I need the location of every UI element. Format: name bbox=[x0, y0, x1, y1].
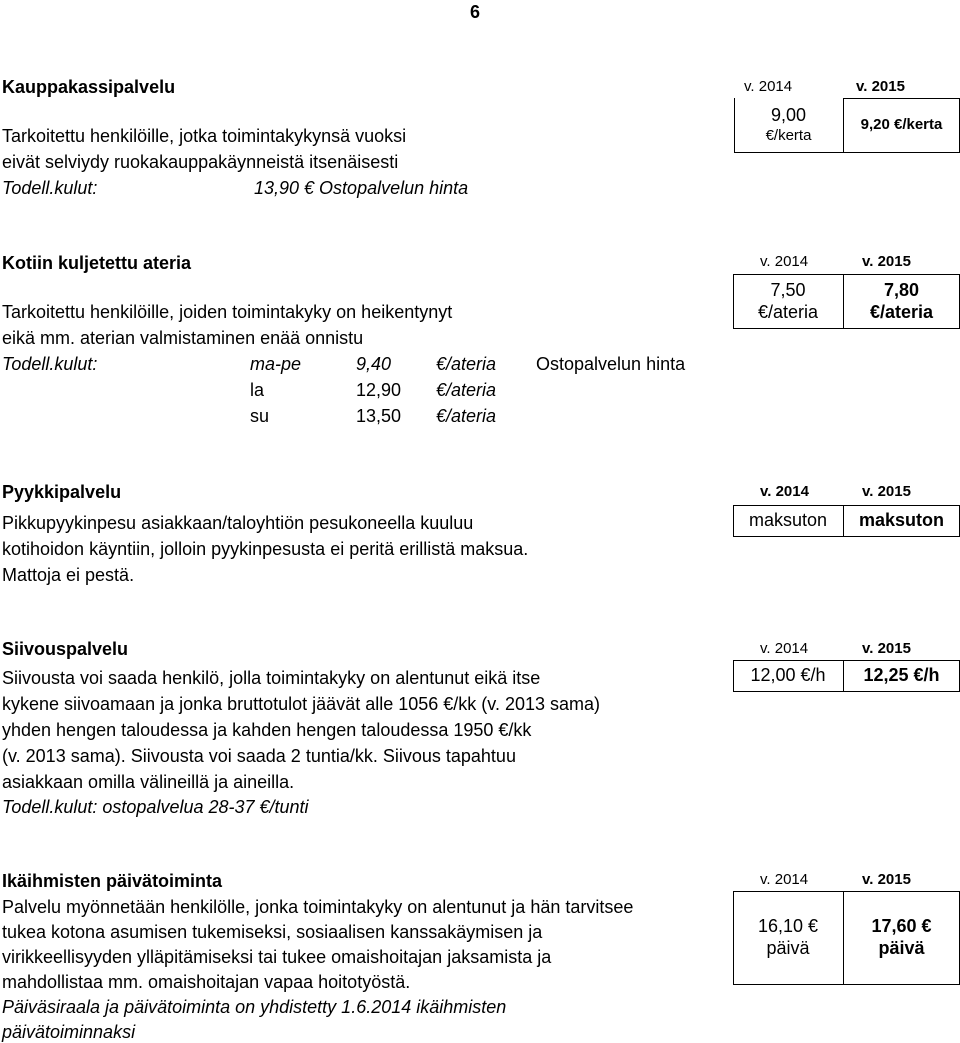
description-line: eikä mm. aterian valmistaminen enää onnistu bbox=[2, 328, 364, 348]
description-line: virikkeellisyyden ylläpitämiseksi tai tukee omaishoitajan jaksamista ja bbox=[2, 947, 552, 967]
price-value: 9,20 €/kerta bbox=[860, 116, 943, 134]
actual-costs-line: Todell.kulut: ostopalvelua 28-37 €/tunti bbox=[2, 797, 309, 817]
day-price: 9,40 bbox=[356, 354, 392, 374]
price-unit: €/ateria bbox=[757, 301, 819, 322]
price-2014 bbox=[733, 660, 843, 692]
page-number: 6 bbox=[470, 2, 481, 22]
description-line: (v. 2013 sama). Siivousta voi saada 2 tuntia/kk. Siivous tapahtuu bbox=[2, 746, 516, 766]
price-2014 bbox=[733, 274, 843, 329]
price-2014 bbox=[733, 891, 843, 985]
purchase-note: Ostopalvelun hinta bbox=[536, 354, 686, 374]
price-value: maksuton bbox=[748, 510, 828, 531]
price-2015 bbox=[843, 505, 960, 537]
day-label: ma-pe bbox=[250, 354, 302, 374]
section-title: Kotiin kuljetettu ateria bbox=[2, 253, 192, 273]
actual-costs-value: 13,90 € Ostopalvelun hinta bbox=[254, 178, 469, 198]
price-unit: €/ateria bbox=[869, 301, 934, 322]
price-unit: päivä bbox=[766, 938, 810, 958]
day-label: la bbox=[250, 380, 265, 400]
description-line: kykene siivoamaan ja jonka bruttotulot jäävät alle 1056 €/kk (v. 2013 sama) bbox=[2, 694, 600, 714]
description-line: Pikkupyykinpesu asiakkaan/taloyhtiön pesukoneella kuuluu bbox=[2, 513, 474, 533]
description-line: yhden hengen taloudessa ja kahden hengen taloudessa 1950 €/kk bbox=[2, 720, 532, 740]
day-unit: €/ateria bbox=[436, 380, 497, 400]
day-label: su bbox=[250, 406, 270, 426]
price-value: 9,00 bbox=[770, 105, 807, 126]
price-value: 16,10 € bbox=[757, 916, 819, 937]
section-title: Ikäihmisten päivätoiminta bbox=[2, 871, 223, 891]
note-line: Päiväsiraala ja päivätoiminta on yhdistetty 1.6.2014 ikäihmisten bbox=[2, 997, 507, 1017]
price-unit: €/kerta bbox=[765, 127, 812, 145]
day-price: 12,90 bbox=[356, 380, 402, 400]
description-line: Tarkoitettu henkilöille, jotka toimintakykynsä vuoksi bbox=[2, 126, 407, 146]
price-unit: päivä bbox=[878, 938, 925, 958]
description-line: eivät selviydy ruokakauppakäynneistä itsenäisesti bbox=[2, 152, 399, 172]
year-2014-label: v. 2014 bbox=[744, 78, 793, 95]
description-line: Mattoja ei pestä. bbox=[2, 565, 135, 585]
description-line: tukea kotona asumisen tukemiseksi, sosiaalisen kanssakäymisen ja bbox=[2, 922, 543, 942]
year-2015-label: v. 2015 bbox=[862, 640, 911, 657]
description-line: Palvelu myönnetään henkilölle, jonka toimintakyky on alentunut ja hän tarvitsee bbox=[2, 897, 634, 917]
price-2015 bbox=[843, 891, 960, 985]
year-2015-label: v. 2015 bbox=[856, 78, 905, 95]
actual-costs-label: Todell.kulut: bbox=[2, 354, 98, 374]
price-2015 bbox=[843, 274, 960, 329]
actual-costs-label: Todell.kulut: bbox=[2, 178, 98, 198]
year-2014-label: v. 2014 bbox=[760, 640, 809, 657]
day-unit: €/ateria bbox=[436, 354, 497, 374]
price-value: 7,50 bbox=[770, 279, 806, 300]
price-2014 bbox=[733, 505, 843, 537]
year-2014-label: v. 2014 bbox=[760, 871, 809, 888]
price-2015 bbox=[843, 98, 960, 153]
year-2015-label: v. 2015 bbox=[862, 871, 911, 888]
year-2014-label: v. 2014 bbox=[760, 483, 809, 500]
description-line: kotihoidon käyntiin, jolloin pyykinpesusta ei peritä erillistä maksua. bbox=[2, 539, 529, 559]
price-value: 12,00 €/h bbox=[750, 665, 826, 686]
description-line: Tarkoitettu henkilöille, joiden toimintakyky on heikentynyt bbox=[2, 302, 453, 322]
description-line: mahdollistaa mm. omaishoitajan vapaa hoitotyöstä. bbox=[2, 972, 411, 992]
note-line: päivätoiminnaksi bbox=[2, 1022, 136, 1042]
price-2015 bbox=[843, 660, 960, 692]
section-title: Kauppakassipalvelu bbox=[2, 77, 176, 97]
year-2015-label: v. 2015 bbox=[862, 253, 911, 270]
year-2014-label: v. 2014 bbox=[760, 253, 809, 270]
price-value: 7,80 bbox=[883, 279, 920, 300]
description-line: asiakkaan omilla välineillä ja aineilla. bbox=[2, 772, 295, 792]
day-unit: €/ateria bbox=[436, 406, 497, 426]
year-2015-label: v. 2015 bbox=[862, 483, 911, 500]
section-title: Pyykkipalvelu bbox=[2, 482, 122, 502]
section-title: Siivouspalvelu bbox=[2, 639, 129, 659]
day-price: 13,50 bbox=[356, 406, 402, 426]
description-line: Siivousta voi saada henkilö, jolla toimintakyky on alentunut eikä itse bbox=[2, 668, 541, 688]
price-value: 17,60 € bbox=[871, 916, 932, 937]
price-value: 12,25 €/h bbox=[863, 665, 940, 686]
price-value: maksuton bbox=[858, 510, 945, 531]
price-2014 bbox=[734, 98, 843, 153]
